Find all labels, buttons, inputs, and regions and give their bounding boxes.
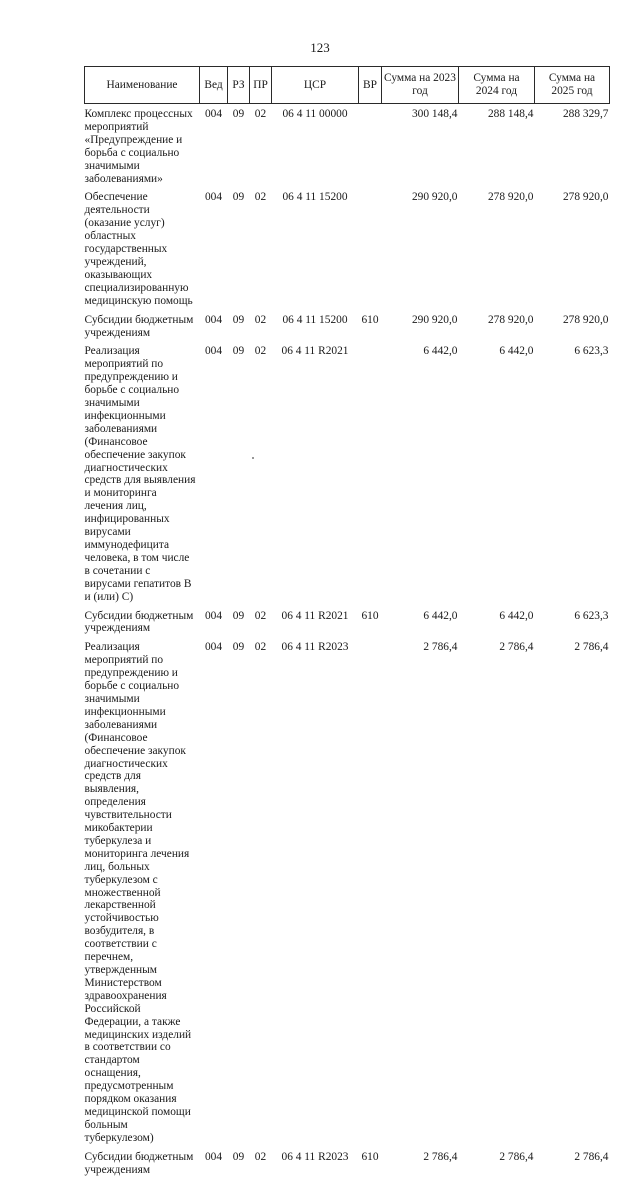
row-rz: 09 [232,345,245,358]
row-csr: 06 4 11 R2023 [281,1150,349,1163]
table-row [85,1151,610,1183]
row-rz: 09 [232,609,245,622]
row-sum-2025: 6 623,3 [574,609,609,622]
row-name: Реализация мероприятий по предупреждению и борьбе с социально значимыми инфекционными заболеваниями (Финансовое обеспечение закупок диагностических средств для выявления и мониторинга лечения лиц, инфицированных вирусами иммунодефицита человека, в том числе в сочетании с вирусами гепатитов В и (или) С) [84,345,196,603]
row-ved: 004 [204,345,223,358]
row-sum-2025: 6 623,3 [574,345,609,358]
row-pr: 02 [254,609,267,622]
header-sum-2023: Сумма на 2023 год [382,67,459,104]
table-row [85,191,610,313]
row-csr: 06 4 11 15200 [282,313,348,326]
row-ved: 004 [204,108,223,120]
row-name: Субсидии бюджетным учреждениям [84,1150,194,1176]
row-sum-2023: 290 920,0 [411,191,458,204]
row-sum-2024: 278 920,0 [487,191,534,204]
header-vr: ВР [359,67,382,104]
row-name: Комплекс процессных мероприятий «Предупреждение и борьба с социально значимыми заболеваниями» [84,108,193,185]
row-pr: 02 [254,1150,267,1163]
row-csr: 06 4 11 R2021 [281,609,349,622]
row-rz: 09 [232,313,245,326]
row-vr: 610 [361,609,379,622]
table-header-row [85,67,610,104]
row-sum-2025: 2 786,4 [574,641,609,654]
scan-speck [252,457,254,459]
row-sum-2023: 6 442,0 [423,345,458,358]
row-pr: 02 [254,108,267,120]
row-pr: 02 [254,313,267,326]
row-rz: 09 [232,108,245,120]
row-sum-2025: 278 920,0 [562,191,609,204]
row-rz: 09 [232,641,245,654]
row-name: Субсидии бюджетным учреждениям [84,313,194,339]
row-sum-2025: 288 329,7 [562,108,609,120]
row-sum-2024: 2 786,4 [499,641,534,654]
row-ved: 004 [204,1150,223,1163]
row-sum-2023: 6 442,0 [423,609,458,622]
header-csr: ЦСР [272,67,359,104]
row-pr: 02 [254,641,267,654]
row-ved: 004 [204,313,223,326]
row-sum-2024: 288 148,4 [487,108,534,120]
header-sum-2025: Сумма на 2025 год [535,67,610,104]
row-sum-2023: 300 148,4 [411,108,458,120]
row-vr [359,104,382,192]
row-ved: 004 [204,609,223,622]
row-csr: 06 4 11 15200 [282,191,348,204]
table-row [85,610,610,642]
row-sum-2023: 2 786,4 [423,1150,458,1163]
row-name: Субсидии бюджетным учреждениям [84,609,194,635]
header-sum-2024: Сумма на 2024 год [459,67,535,104]
row-csr: 06 4 11 R2021 [281,345,349,358]
row-vr [359,641,382,1150]
row-sum-2025: 278 920,0 [562,313,609,326]
budget-table [84,66,610,1183]
header-ved: Вед [200,67,228,104]
row-vr: 610 [361,1150,379,1163]
row-vr [359,345,382,609]
row-name: Обеспечение деятельности (оказание услуг) областных государственных учреждений, оказывающих специализированную медицинскую помощь [84,191,193,307]
row-sum-2025: 2 786,4 [574,1150,609,1163]
row-ved: 004 [204,191,223,204]
row-csr: 06 4 11 R2023 [281,641,349,654]
row-vr: 610 [361,313,379,326]
table-row [85,641,610,1150]
row-pr: 02 [254,191,267,204]
table-row [85,104,610,192]
row-ved: 004 [204,641,223,654]
row-csr: 06 4 11 00000 [282,108,348,120]
row-rz: 09 [232,1150,245,1163]
row-sum-2023: 290 920,0 [411,313,458,326]
header-pr: ПР [250,67,272,104]
row-sum-2024: 278 920,0 [487,313,534,326]
row-sum-2023: 2 786,4 [423,641,458,654]
row-rz: 09 [232,191,245,204]
table-row [85,314,610,346]
table-row [85,345,610,609]
header-name: Наименование [85,67,200,104]
row-sum-2024: 6 442,0 [499,345,534,358]
row-sum-2024: 2 786,4 [499,1150,534,1163]
row-pr: 02 [254,345,267,358]
row-vr [359,191,382,313]
row-name: Реализация мероприятий по предупреждению и борьбе с социально значимыми инфекционными заболеваниями (Финансовое обеспечение закупок диагностических средств для выявления, определения чувствительности микобактерии туберкулеза и мониторинга лечения лиц, больных туберкулезом с множественной лекарственной устойчивостью возбудителя, в соответствии с перечнем, утвержденным Министерством здравоохранения Российской Федерации, а также медицинских изделий в соответствии со стандартом оснащения, предусмотренным порядком оказания медицинской помощи больным туберкулезом) [84,641,192,1144]
header-rz: РЗ [228,67,250,104]
page-number: 123 [310,40,330,55]
row-sum-2024: 6 442,0 [499,609,534,622]
